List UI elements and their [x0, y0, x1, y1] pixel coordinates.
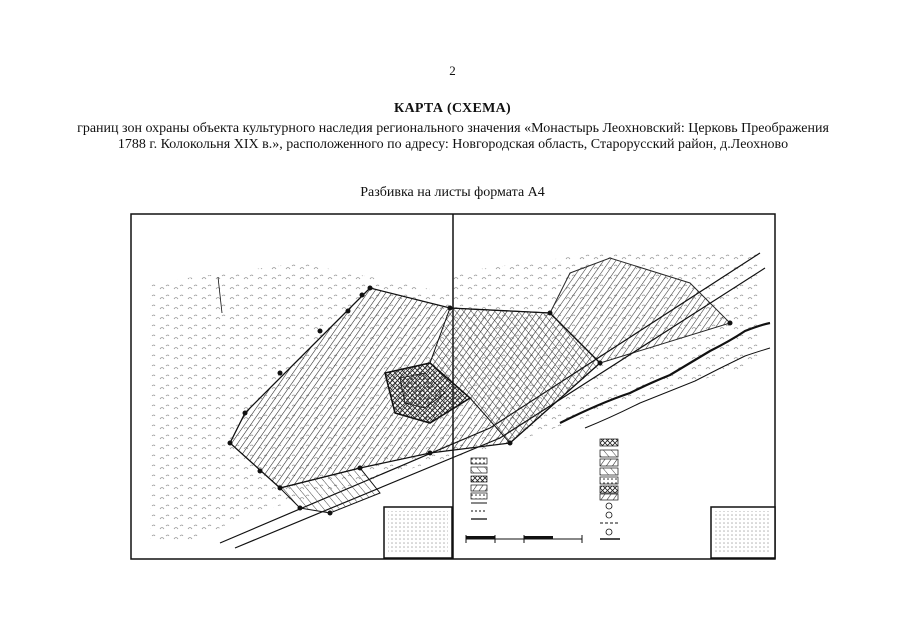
page-subtitle: границ зон охраны объекта культурного наследия регионального значения «Монастырь Леохновский: Церковь Преображения 1788 г. Колокольня XIX в.», расположенного по адресу: Новгородская область, Старорусский район, д.Леохново — [77, 121, 829, 152]
zone-map — [130, 213, 776, 560]
sheet-caption: Разбивка на листы формата А4 — [360, 185, 545, 200]
page-number: 2 — [449, 63, 456, 78]
page-title: КАРТА (СХЕМА) — [394, 101, 511, 116]
map-drawing — [130, 213, 776, 560]
